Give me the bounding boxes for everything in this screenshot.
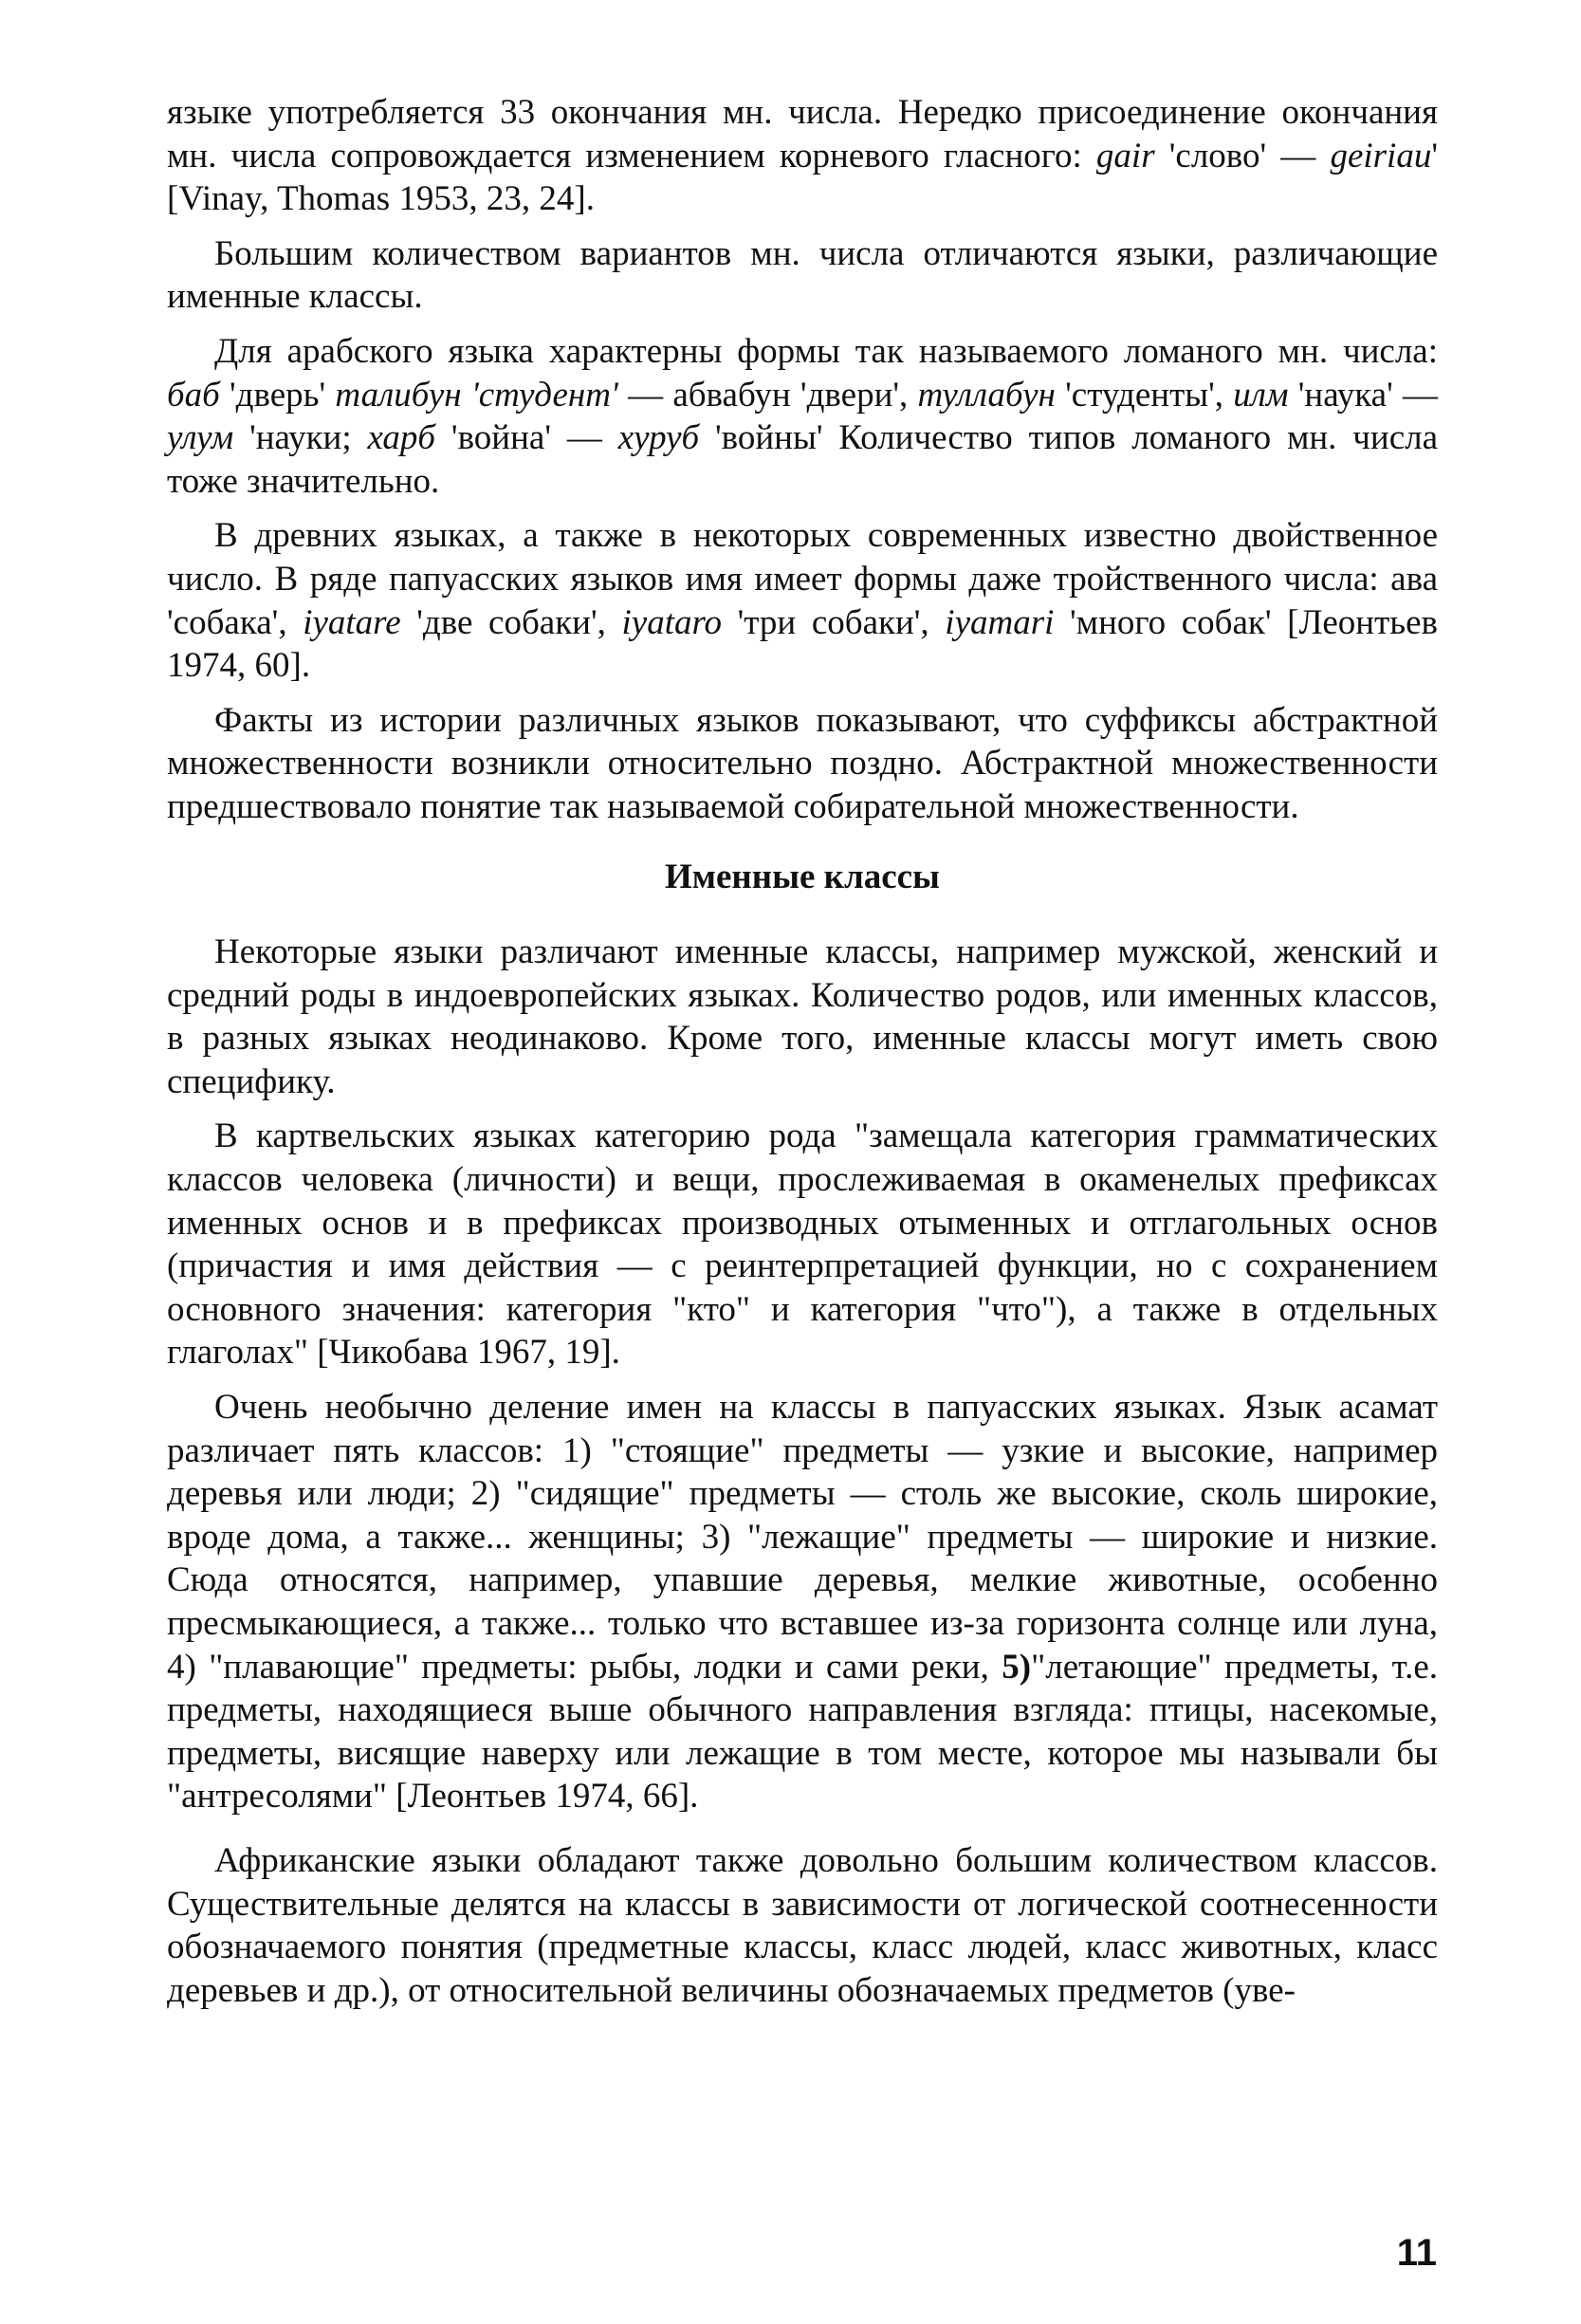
text-run: 'война' — [435, 418, 618, 458]
paragraph-8 [167, 1386, 1438, 1818]
citation: 'много собак' [Леонтьев 1974, 60]. [167, 602, 1438, 686]
text-run: 'науки; [233, 418, 368, 458]
example-word: илм [1233, 375, 1289, 415]
document-page [167, 91, 1438, 2273]
paragraph-2: Большим количеством вариантов мн. числа отличаются языки, различающие именные классы. [167, 233, 1438, 317]
paragraph-1 [167, 91, 1438, 221]
example-word: iyataro [621, 602, 723, 642]
example-word: талибун 'студент' [335, 375, 618, 415]
paragraph-7: В картвельских языках категорию рода "замещала категория грамматических классов человека (личности) и вещи, прослеживаемая в окаменелых префиксах именных основ и в префиксах производных отыменных и отглагольных основ (причастия и имя действия — с реинтерпретацией функции, но с сохранением основного значения: категория "кто" и категория "что"), а также в отдельных глаголах" [Чикобава 1967, 19]. [167, 1116, 1438, 1373]
paragraph-3 [167, 330, 1438, 503]
paragraph-6: Некоторые языки различают именные классы, например мужской, женский и средний роды в индоевропейских языках. Количество родов, или именных классов, в разных языках неодинаково. Кроме того, именные классы могут иметь свою специфику. [167, 932, 1438, 1101]
text-run: 'войны' Количество типов ломаного мн. числа тоже значительно. [167, 418, 1438, 501]
section-heading: Именные классы [665, 857, 940, 896]
citation: ' [Vinay, Thomas 1953, 23, 24]. [167, 136, 1439, 219]
text-run: 'дверь' [219, 375, 336, 415]
example-word: харб [367, 418, 436, 458]
text-run: В древних языках, а также в некоторых современных известно двойственное число. В ряде папуасских языков имя имеет формы даже тройственного числа: ава 'собака', [167, 516, 1438, 642]
text-run: 'слово' — [1154, 136, 1331, 175]
text-run: — абвабун 'двери', [617, 375, 918, 415]
text-run: Очень необычно деление имен на классы в папуасских языках. Язык асамат различает пять классов: 1) "стоящие" предметы — узкие и высокие, например деревья или люди; 2) "сидящие" предметы — столь же высокие, сколь широкие, вроде дома, а также... женщины; 3) "лежащие" предметы — широкие и низкие. Сюда относятся, например, упавшие деревья, мелкие животные, особенно пресмыкающиеся, а также... только что вставшее из-за горизонта солнце или луна, 4) "плавающие" предметы: рыбы, лодки и сами реки, [167, 1388, 1438, 1687]
list-number: 5) [1002, 1647, 1032, 1687]
text-run: 'наука' — [1288, 375, 1439, 415]
text-run: 'студенты', [1055, 375, 1234, 415]
example-word: iyamari [945, 602, 1055, 642]
example-word: туллабун [917, 375, 1056, 415]
text-run: языке употребляется 33 окончания мн. числа. Нередко присоединение окончания мн. числа сопровождается изменением корневого гласного: [167, 93, 1438, 175]
page-number: 11 [1396, 2232, 1437, 2274]
example-word: улум [167, 418, 234, 458]
example-word: iyatare [303, 602, 401, 642]
text-run: Для арабского языка характерны формы так называемого ломаного мн. числа: [214, 331, 1438, 371]
paragraph-4 [167, 514, 1438, 687]
example-word: geiriau [1330, 136, 1432, 175]
text-run: 'три собаки', [722, 602, 946, 642]
paragraph-9: Африканские языки обладают также довольно большим количеством классов. Существительные делятся на классы в зависимости от логической соотнесенности обозначаемого понятия (предметные классы, класс людей, класс животных, класс деревьев и др.), от относительной величины обозначаемых предметов (уве- [167, 1840, 1438, 2010]
text-run: 'две собаки', [400, 602, 622, 642]
example-word: gair [1095, 136, 1155, 175]
example-word: баб [167, 375, 220, 415]
example-word: хуруб [617, 418, 700, 458]
paragraph-5: Факты из истории различных языков показывают, что суффиксы абстрактной множественности возникли относительно поздно. Абстрактной множественности предшествовало понятие так называемой собирательной множественности. [167, 700, 1438, 826]
text-run: "летающие" предметы, т.е. предметы, находящиеся выше обычного направления взгляда: птицы, насекомые, предметы, висящие наверху или лежащие в том месте, которое мы называли бы "антресолями" [Леонтьев 1974, 66]. [167, 1647, 1438, 1817]
